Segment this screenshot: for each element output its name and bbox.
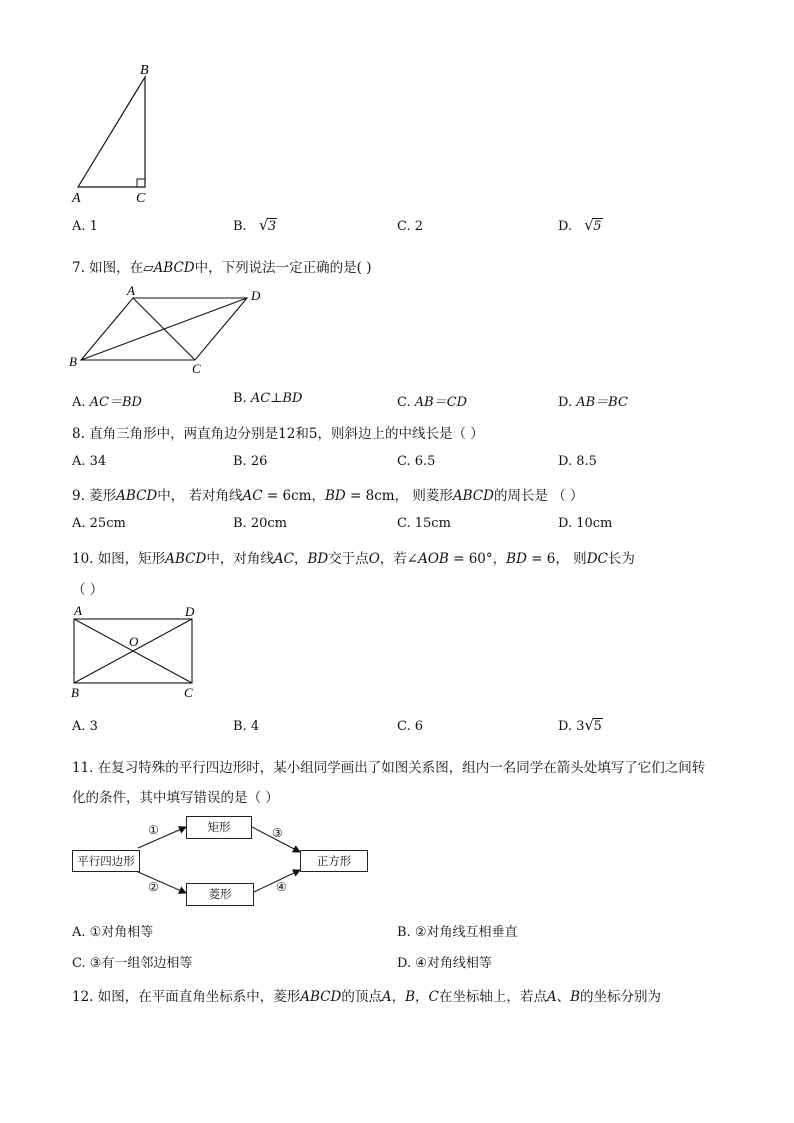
label-a: A	[72, 191, 81, 206]
q8-option-b[interactable]: B. 26	[233, 454, 268, 469]
q8-stem: 8. 直角三角形中，两直角边分别是12和5，则斜边上的中线长是（ ）	[72, 426, 484, 442]
option-text: D.	[558, 219, 573, 234]
label-a: A	[74, 603, 82, 618]
sqrt-5: √ 5	[584, 216, 602, 234]
q6-option-d[interactable]	[558, 216, 603, 234]
q9-option-c[interactable]: C. 15cm	[397, 516, 451, 531]
q7-parallelogram-figure	[65, 283, 275, 378]
option-text: A. 1	[72, 219, 98, 234]
option-text: B.	[233, 219, 247, 234]
q11-option-c[interactable]: C. ③有一组邻边相等	[72, 956, 193, 971]
label-o: O	[129, 634, 139, 649]
box-rhombus: 菱形	[186, 883, 254, 906]
q6-option-b[interactable]	[233, 216, 277, 234]
arrow-2	[138, 872, 186, 893]
label-b: B	[140, 63, 149, 78]
q9-option-a[interactable]: A. 25cm	[72, 516, 126, 531]
condition-label-2: ②	[148, 880, 159, 894]
q7-stem: 7. 如图，在▱ABCD中，下列说法一定正确的是( )	[72, 260, 372, 276]
box-rectangle: 矩形	[186, 816, 252, 839]
q11-option-b[interactable]: B. ②对角线互相垂直	[397, 925, 518, 940]
sqrt-5: √ 5	[584, 716, 602, 734]
triangle-abc	[78, 77, 145, 187]
q9-stem: 9. 菱形ABCD中， 若对角线AC = 6cm，BD = 8cm， 则菱形ABCD的周长是 （ ）	[72, 488, 584, 504]
sqrt-3: √ 3	[258, 216, 277, 234]
q7-option-b[interactable]: B. AC⊥BD	[233, 391, 303, 406]
q6-right-triangle-figure	[60, 55, 170, 210]
q10-option-d[interactable]	[558, 716, 603, 734]
label-c: C	[184, 685, 193, 700]
q9-option-d[interactable]: D. 10cm	[558, 516, 613, 531]
q10-rectangle-figure	[66, 602, 206, 702]
box-square: 正方形	[300, 850, 368, 872]
q6-option-a[interactable]	[72, 219, 98, 234]
q8-option-c[interactable]: C. 6.5	[397, 454, 436, 469]
q10-option-a[interactable]: A. 3	[72, 719, 98, 734]
q10-stem-line2: （ ）	[72, 582, 104, 598]
q11-option-d[interactable]: D. ④对角线相等	[397, 956, 492, 971]
q11-stem-line2: 化的条件，其中填写错误的是（ ）	[72, 790, 279, 806]
condition-label-4: ④	[276, 880, 287, 894]
q8-option-a[interactable]: A. 34	[72, 454, 107, 469]
q10-stem-line1: 10. 如图，矩形ABCD中，对角线AC，BD交于点O，若∠AOB = 60°，BD = 6， 则DC长为	[72, 551, 635, 567]
diagonal-bd	[81, 298, 247, 360]
right-angle-mark	[137, 179, 145, 187]
q8-option-d[interactable]: D. 8.5	[558, 454, 597, 469]
label-c: C	[192, 361, 201, 376]
q9-option-b[interactable]: B. 20cm	[233, 516, 287, 531]
label-b: B	[71, 685, 79, 700]
condition-label-3: ③	[272, 826, 283, 840]
q12-stem: 12. 如图，在平面直角坐标系中，菱形ABCD的顶点A，B，C在坐标轴上，若点A、B的坐标分别为	[72, 989, 662, 1005]
option-text: C. 2	[397, 219, 424, 234]
box-parallelogram: 平行四边形	[72, 850, 140, 872]
q7-option-a[interactable]: A. AC＝BD	[72, 395, 142, 410]
q7-option-d[interactable]: D. AB＝BC	[558, 395, 628, 410]
label-a: A	[127, 283, 135, 298]
label-d: D	[185, 604, 195, 619]
q10-option-c[interactable]: C. 6	[397, 719, 424, 734]
q10-option-b[interactable]: B. 4	[233, 719, 260, 734]
label-c: C	[136, 191, 146, 206]
condition-label-1: ①	[148, 823, 159, 837]
label-b: B	[69, 354, 77, 369]
q11-stem-line1: 11. 在复习特殊的平行四边形时，某小组同学画出了如图关系图，组内一名同学在箭头处填写了它们之间转	[72, 760, 706, 776]
q6-option-c[interactable]	[397, 219, 423, 234]
label-d: D	[251, 288, 261, 303]
option-text: D. 3	[558, 719, 585, 734]
arrow-1	[138, 827, 186, 848]
q11-option-a[interactable]: A. ①对角相等	[72, 925, 154, 940]
q7-option-c[interactable]: C. AB＝CD	[397, 395, 468, 410]
